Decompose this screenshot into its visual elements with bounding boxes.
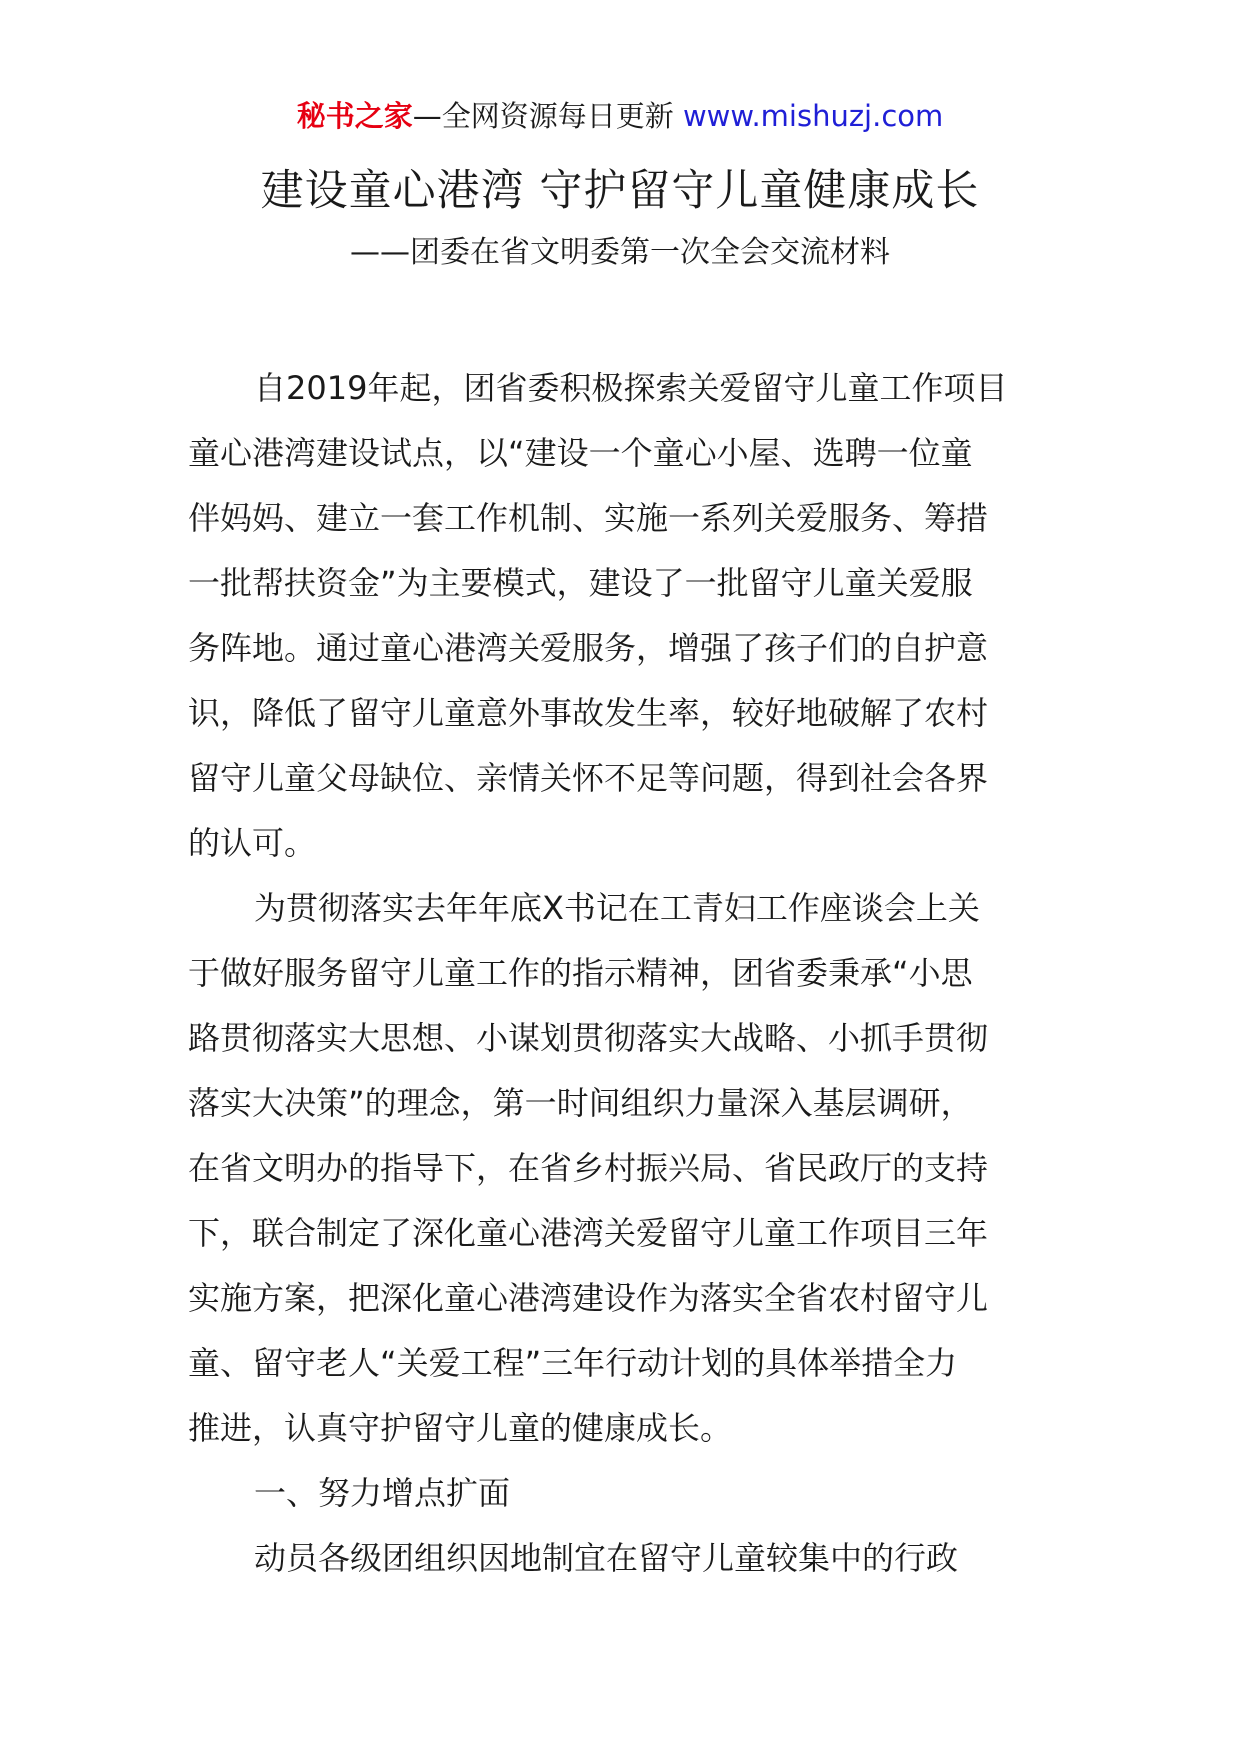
text-line: 动员各级团组织因地制宜在留守儿童较集中的行政 — [254, 1539, 959, 1577]
text-line: 实施方案，把深化童心港湾建设作为落实全省农村留守儿 — [188, 1279, 989, 1317]
text-line: 务阵地。通过童心港湾关爱服务，增强了孩子们的自护意 — [188, 629, 989, 667]
text-line: 童心港湾建设试点，以“建设一个童心小屋、选聘一位童 — [188, 434, 973, 472]
document-subtitle: ——团委在省文明委第一次全会交流材料 — [350, 235, 890, 270]
document-body — [188, 356, 1058, 1591]
document-title: 建设童心港湾 守护留守儿童健康成长 — [260, 166, 980, 216]
header-tagline: —全网资源每日更新 — [412, 99, 674, 133]
section-heading-text: 一、努力增点扩面 — [254, 1474, 511, 1512]
text-line: 下，联合制定了深化童心港湾关爱留守儿童工作项目三年 — [188, 1214, 989, 1252]
text-line: 路贯彻落实大思想、小谋划贯彻落实大战略、小抓手贯彻 — [188, 1019, 989, 1057]
paragraph — [188, 876, 1058, 1461]
site-url-link[interactable]: www.mishuzj.com — [682, 99, 944, 133]
brand-name: 秘书之家 — [296, 99, 413, 133]
text-line: 留守儿童父母缺位、亲情关怀不足等问题，得到社会各界 — [188, 759, 989, 797]
text-line: 一批帮扶资金”为主要模式，建设了一批留守儿童关爱服 — [188, 564, 973, 602]
text-line: 为贯彻落实去年年底X书记在工青妇工作座谈会上关 — [254, 889, 980, 927]
section-heading — [188, 1461, 1058, 1526]
text-line: 的认可。 — [188, 824, 317, 862]
text-line: 识，降低了留守儿童意外事故发生率，较好地破解了农村 — [188, 694, 989, 732]
paragraph — [188, 1526, 1058, 1591]
text-line: 落实大决策”的理念，第一时间组织力量深入基层调研， — [188, 1084, 973, 1122]
paragraph — [188, 356, 1058, 876]
text-line: 伴妈妈、建立一套工作机制、实施一系列关爱服务、筹措 — [188, 499, 989, 537]
site-header — [0, 96, 1240, 136]
text-line: 于做好服务留守儿童工作的指示精神，团省委秉承“小思 — [188, 954, 973, 992]
text-line: 童、留守老人“关爱工程”三年行动计划的具体举措全力 — [188, 1344, 958, 1382]
text-line: 在省文明办的指导下，在省乡村振兴局、省民政厅的支持 — [188, 1149, 989, 1187]
text-line: 推进，认真守护留守儿童的健康成长。 — [188, 1409, 733, 1447]
text-line: 自2019年起，团省委积极探索关爱留守儿童工作项目 — [254, 369, 1008, 407]
